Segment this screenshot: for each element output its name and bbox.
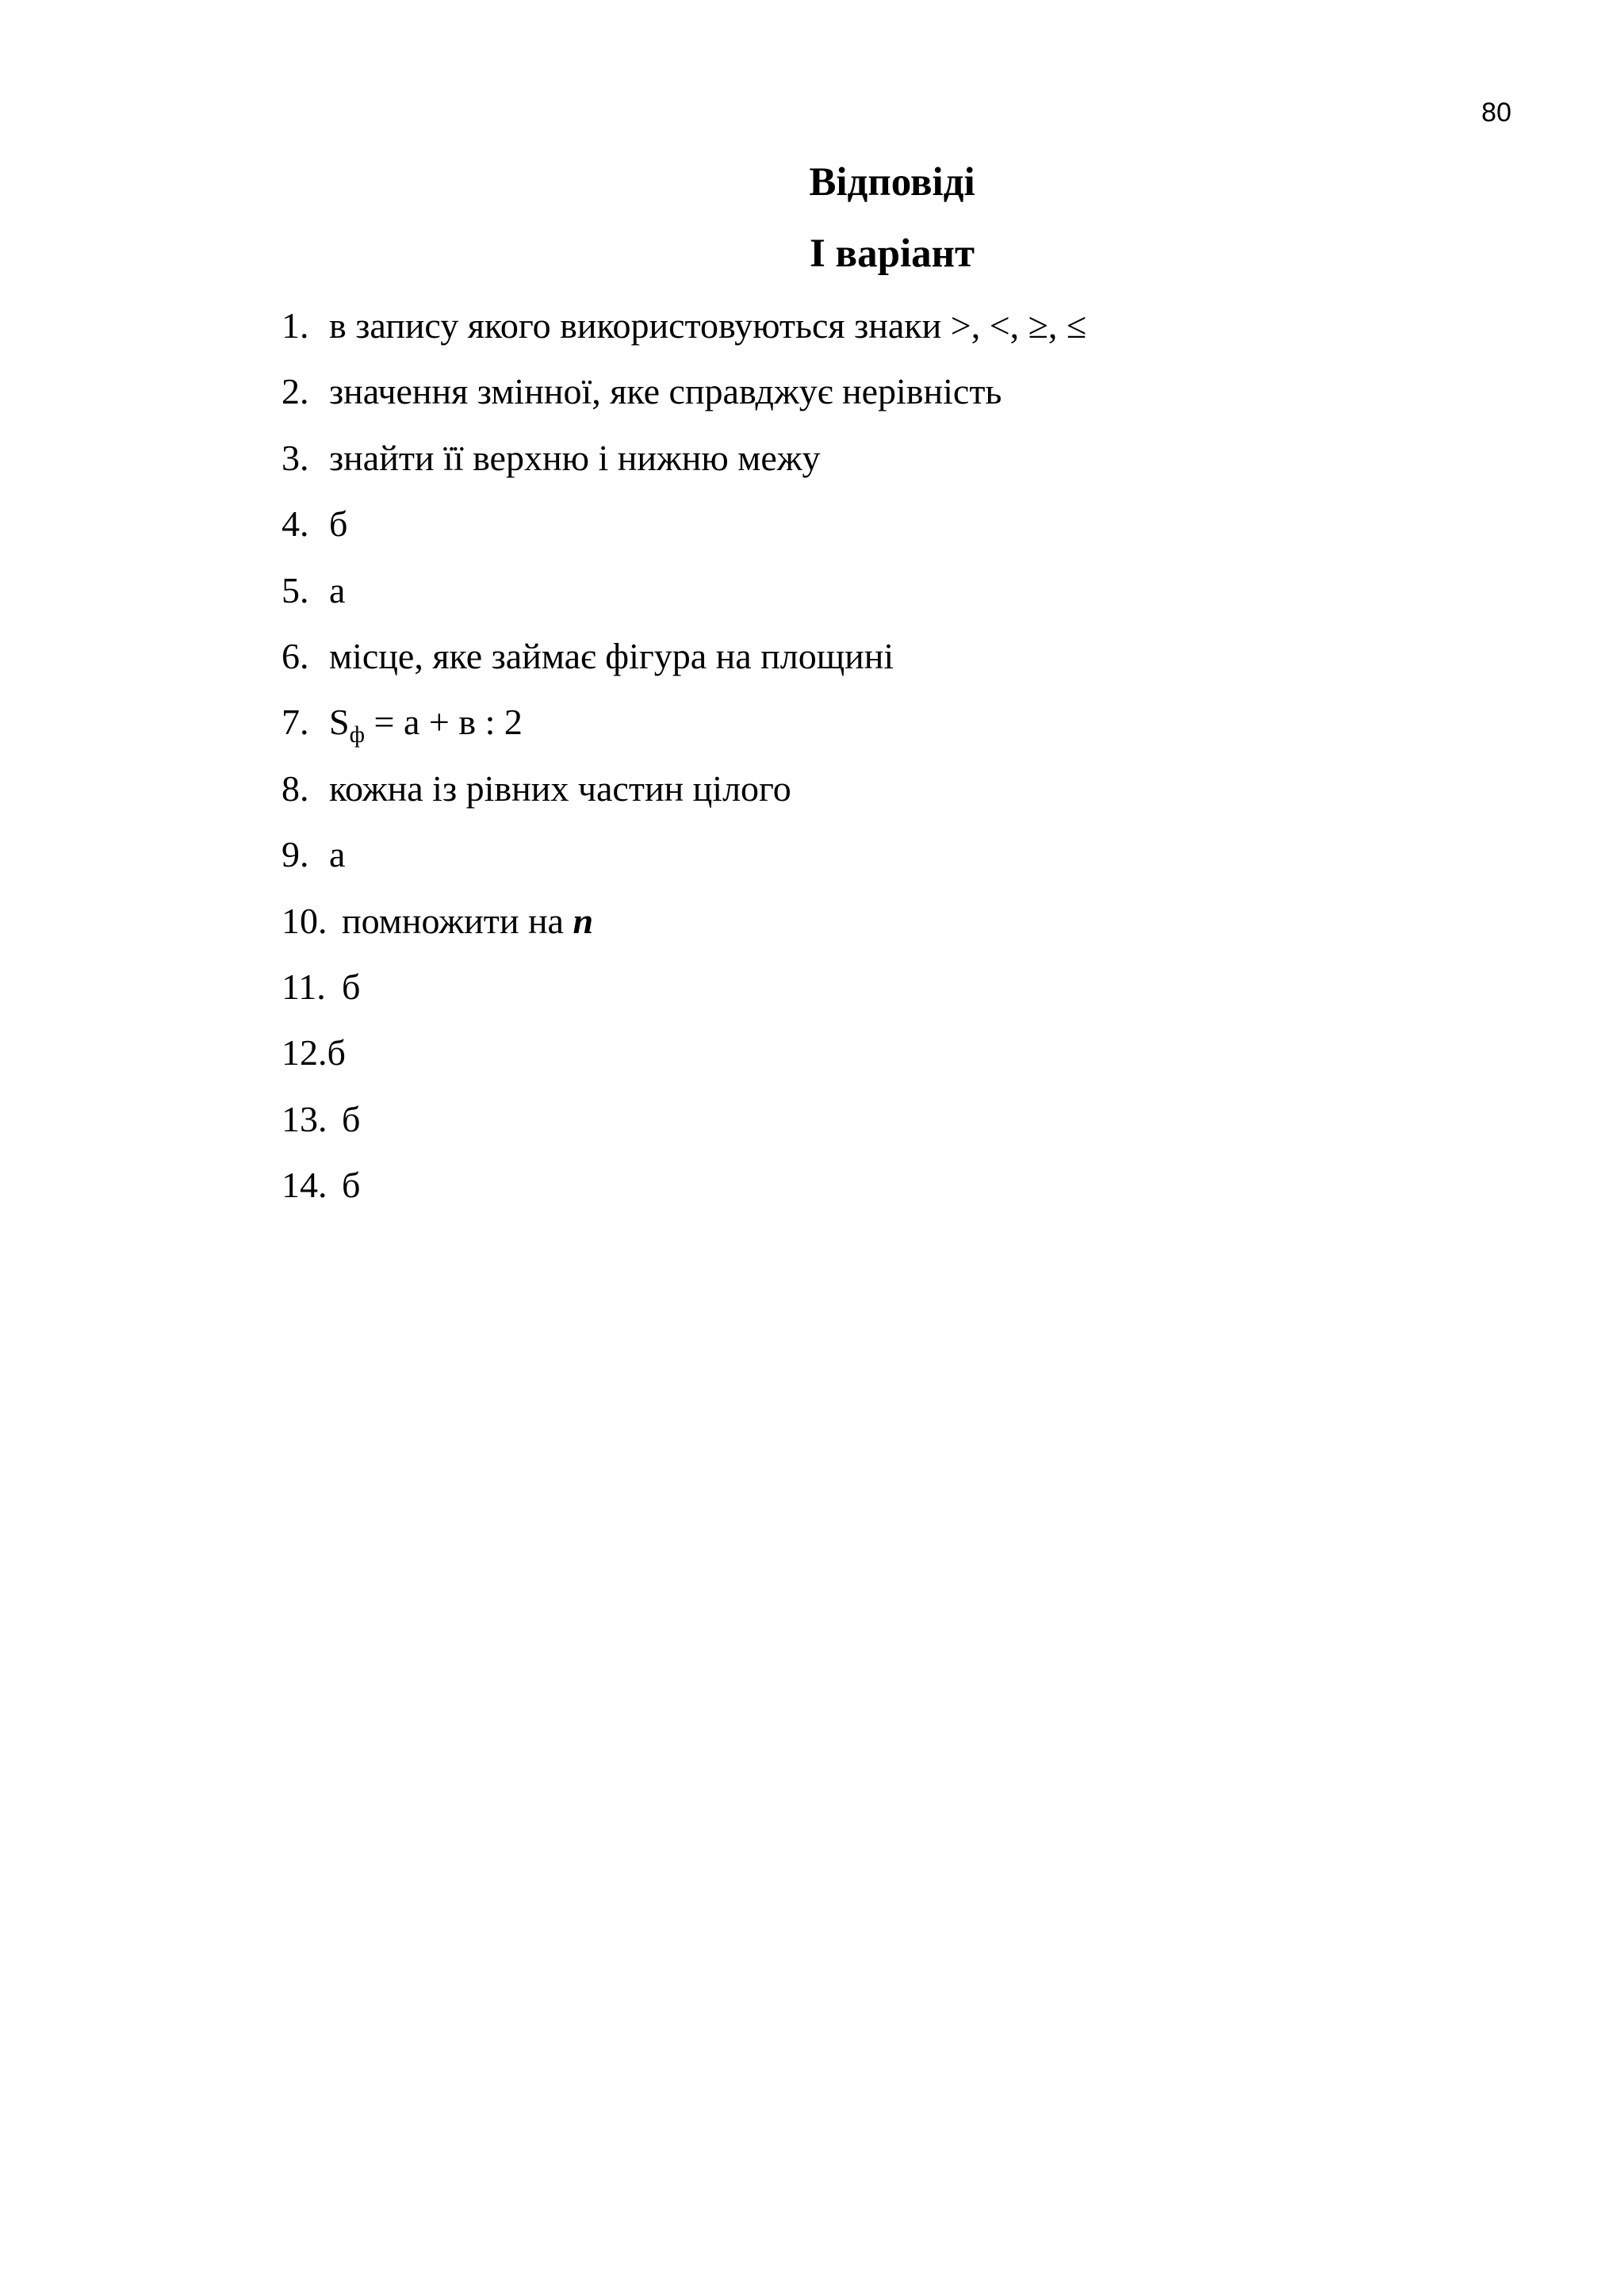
answer-text: а	[329, 569, 346, 610]
answer-item	[282, 832, 1471, 898]
answer-number: 2.	[282, 371, 309, 412]
answer-text: б	[327, 1032, 346, 1073]
answer-number: 8.	[282, 767, 309, 809]
answer-item	[282, 304, 1471, 369]
answer-number: 4.	[282, 503, 309, 545]
answer-number: 5.	[282, 569, 309, 610]
variant-heading: І варіант	[809, 232, 975, 276]
answer-text: значення змінної, яке справджує нерівність	[329, 371, 1002, 412]
answer-item	[282, 899, 1471, 965]
answer-item	[282, 965, 1471, 1031]
answer-item	[282, 369, 1471, 435]
answer-item	[282, 1031, 1471, 1096]
formula-subscript: ф	[349, 721, 366, 748]
answer-number: 3.	[282, 437, 309, 478]
answer-number: 12.	[282, 1032, 327, 1073]
answer-item	[282, 700, 1471, 766]
answer-text: а	[329, 834, 346, 875]
answer-item	[282, 1163, 1471, 1229]
answer-text: знайти її верхню і нижню межу	[329, 437, 821, 478]
variable-n: n	[573, 900, 594, 941]
answers-heading: Відповіді	[809, 160, 975, 205]
answer-text: б	[329, 503, 348, 545]
formula-symbol: S	[329, 702, 350, 743]
answer-number: 14.	[282, 1165, 327, 1206]
answer-text: місце, яке займає фігура на площині	[329, 635, 894, 676]
area-formula	[329, 702, 523, 748]
page-number: 80	[1481, 98, 1511, 128]
answer-item	[282, 568, 1471, 634]
answer-text: б	[342, 1165, 361, 1206]
answer-number: 11.	[282, 966, 326, 1007]
answer-number: 1.	[282, 305, 309, 346]
answer-text: б	[342, 966, 361, 1007]
answer-text: в запису якого використовуються знаки >, <, ≥, ≤	[329, 305, 1087, 346]
answer-text: кожна із рівних частин цілого	[329, 767, 791, 809]
answer-number: 6.	[282, 635, 309, 676]
answer-item	[282, 436, 1471, 502]
answer-number: 7.	[282, 702, 309, 743]
answer-number: 10.	[282, 900, 327, 941]
answer-item	[282, 1097, 1471, 1163]
answer-text: б	[342, 1098, 361, 1139]
answer-item	[282, 767, 1471, 832]
answer-number: 13.	[282, 1098, 327, 1139]
answers-list	[282, 304, 1471, 1229]
answer-text: помножити на	[342, 900, 573, 941]
answer-number: 9.	[282, 834, 309, 875]
answer-item	[282, 634, 1471, 700]
formula-rest: = а + в : 2	[365, 702, 523, 743]
answer-item	[282, 502, 1471, 568]
